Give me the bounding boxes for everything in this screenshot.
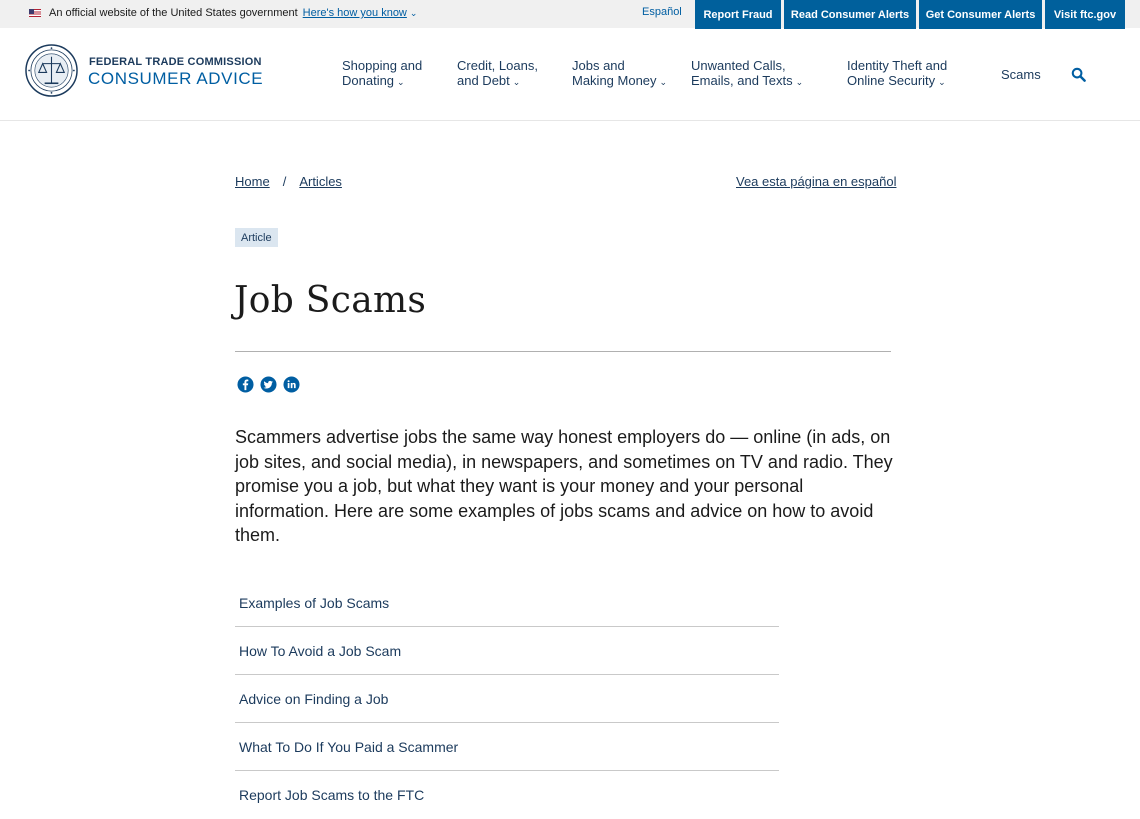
nav-scams[interactable]: Scams — [1001, 67, 1041, 82]
nav-credit-loans-debt[interactable] — [457, 58, 538, 90]
breadcrumb-home[interactable]: Home — [235, 174, 270, 189]
read-consumer-alerts-button[interactable]: Read Consumer Alerts — [784, 0, 916, 29]
nav-label-line1: Jobs and — [572, 58, 625, 73]
breadcrumb-separator: / — [282, 174, 287, 189]
toc-link-advice-finding-job[interactable]: Advice on Finding a Job — [239, 690, 389, 707]
nav-unwanted-calls-emails-texts[interactable] — [691, 58, 803, 90]
chevron-down-icon: ⌄ — [512, 77, 521, 87]
ftc-seal-logo[interactable] — [25, 44, 78, 97]
nav-identity-theft-online-security[interactable] — [847, 58, 947, 90]
breadcrumb-articles[interactable]: Articles — [299, 174, 342, 189]
heres-how-you-know-link[interactable] — [303, 7, 407, 19]
title-divider — [235, 351, 891, 352]
nav-shopping-and-donating[interactable] — [342, 58, 422, 90]
toc-link-examples[interactable]: Examples of Job Scams — [239, 594, 390, 611]
get-consumer-alerts-button[interactable]: Get Consumer Alerts — [919, 0, 1042, 29]
chevron-down-icon[interactable]: ⌄ — [409, 7, 418, 18]
content-type-badge: Article — [235, 228, 278, 247]
nav-label-line2: Donating — [342, 73, 395, 88]
toc-link-how-to-avoid[interactable]: How To Avoid a Job Scam — [239, 642, 402, 659]
nav-label-line2: and Debt — [457, 73, 510, 88]
espanol-link[interactable]: Español — [642, 6, 682, 18]
toc-item — [235, 627, 779, 675]
nav-label-line1: Shopping and — [342, 58, 423, 73]
twitter-icon[interactable] — [260, 376, 277, 393]
brand-agency-name[interactable]: FEDERAL TRADE COMMISSION — [89, 56, 262, 68]
gov-banner — [0, 0, 1140, 28]
toc-item — [235, 771, 779, 819]
nav-label-line2: Online Security — [847, 73, 936, 88]
intro-paragraph: Scammers advertise jobs the same way honest employers do — online (in ads, on job sites, and social media), in newspapers, and sometimes on TV and radio. They promise you a job, but what they want is your money and your personal information. Here are some examples of jobs scams and advice on how to avoid them. — [235, 427, 893, 546]
toc-item — [235, 579, 779, 627]
nav-label-line2: Making Money — [572, 73, 657, 88]
table-of-contents — [235, 579, 779, 819]
nav-label-line1: Identity Theft and — [847, 58, 948, 73]
toc-link-paid-scammer[interactable]: What To Do If You Paid a Scammer — [239, 738, 459, 755]
nav-jobs-making-money[interactable] — [572, 58, 667, 90]
chevron-down-icon: ⌄ — [397, 77, 405, 87]
toc-link-report-ftc[interactable]: Report Job Scams to the FTC — [239, 787, 425, 803]
share-links — [237, 376, 300, 393]
brand-site-name[interactable]: CONSUMER ADVICE — [88, 69, 264, 88]
site-header — [0, 29, 1140, 121]
chevron-down-icon: ⌄ — [938, 77, 946, 87]
toc-item — [235, 675, 779, 723]
us-flag-icon — [29, 9, 41, 17]
report-fraud-button[interactable]: Report Fraud — [695, 0, 781, 29]
nav-label-line1: Unwanted Calls, — [691, 58, 786, 73]
gov-official-text: An official website of the United States government — [49, 7, 298, 19]
nav-label-line2: Emails, and Texts — [691, 73, 793, 88]
chevron-down-icon: ⌄ — [659, 77, 668, 87]
chevron-down-icon: ⌄ — [795, 77, 804, 87]
visit-ftc-button[interactable]: Visit ftc.gov — [1045, 0, 1125, 29]
search-icon[interactable] — [1071, 67, 1086, 82]
page-title: Job Scams — [234, 280, 427, 321]
linkedin-icon[interactable] — [283, 376, 300, 393]
spanish-version-link[interactable]: Vea esta página en español — [736, 174, 897, 189]
nav-label-line1: Credit, Loans, — [457, 58, 538, 73]
gov-notice — [29, 7, 417, 19]
breadcrumb — [235, 174, 342, 189]
facebook-icon[interactable] — [237, 376, 254, 393]
toc-item — [235, 723, 779, 771]
how-link-label: Here's how you know — [302, 7, 407, 19]
